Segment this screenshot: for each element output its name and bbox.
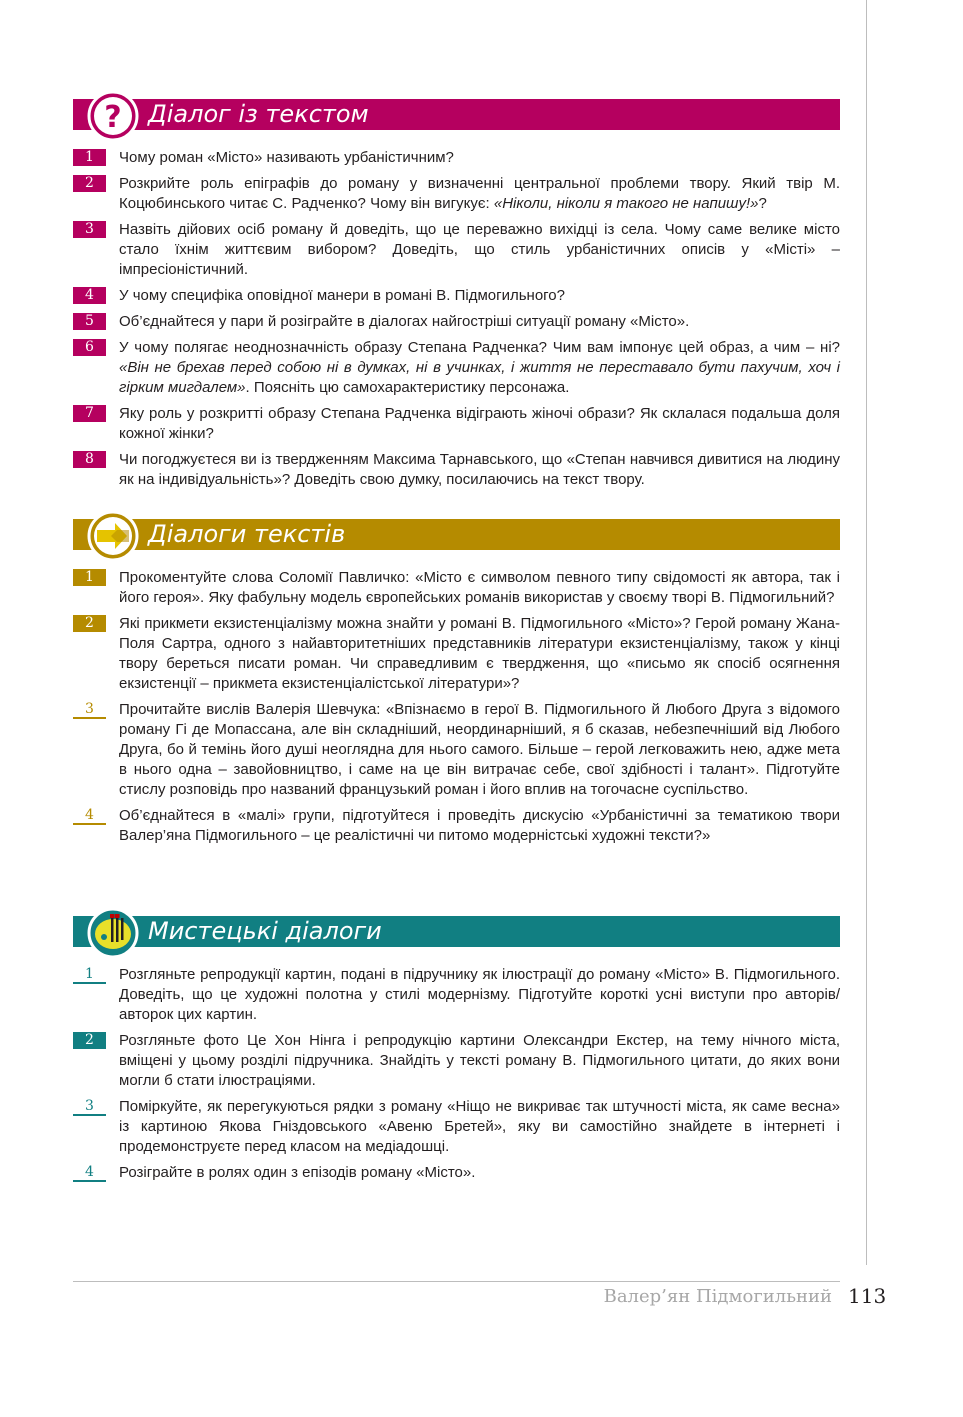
- page-number: 113: [848, 1284, 887, 1308]
- question-number-badge: 1: [73, 569, 106, 586]
- text-run: Яку роль у розкритті образу Степана Радченка відіграють жіночі образи? Як склалася подальша доля кожної жінки?: [119, 405, 840, 442]
- section-banner: [73, 519, 840, 550]
- text-run: Об’єднайтеся в «малі» групи, підготуйтеся і проведіть дискусію «Урбаністичні за тематикою твори Валер’яна Підмогильного – це реалістичні чи питомо модерністські художні тексти?»: [119, 807, 840, 844]
- question-text: [119, 701, 840, 798]
- question-icon: [87, 90, 139, 142]
- question-item: [73, 700, 840, 800]
- question-number-badge: 4: [73, 1164, 106, 1182]
- question-text: [119, 287, 565, 304]
- section-art-dialogues: [73, 916, 840, 1189]
- question-item: [73, 220, 840, 280]
- text-run: Які прикмети екзистенціалізму можна знайти у романі В. Підмогильного «Місто»? Герой роману Жана-Поля Сартра, одного з найавторитетніших представників літератури екзистенціалізму, також у кінці твору береться писати роман. Чи справедливим є твердження, що «письмо як спосіб осягнення екзистенції – прикмета екзистенціалістської літератури»?: [119, 615, 840, 692]
- text-run: Розіграйте в ролях один з епізодів роману «Місто».: [119, 1164, 476, 1181]
- question-text: [119, 175, 840, 212]
- section-title: Мистецькі діалоги: [148, 917, 382, 945]
- question-text: [119, 221, 840, 278]
- question-text: [119, 569, 840, 606]
- text-run: ?: [758, 195, 767, 212]
- text-run: Розгляньте репродукції картин, подані в підручнику як ілюстрації до роману «Місто» В. Підмогильного. Доведіть, що це художні полотна у стилі модернізму. Підготуйте короткі усні виступи про авторів/авторок цих картин.: [119, 966, 840, 1023]
- question-number-badge: 4: [73, 287, 106, 304]
- question-number-badge: 3: [73, 221, 106, 238]
- question-text: [119, 615, 840, 692]
- text-run: Чи погоджуєтеся ви із твердженням Максима Тарнавського, що «Степан навчився дивитися на людину як на індивідуальність»? Доведіть свою думку, посилаючись на текст твору.: [119, 451, 840, 488]
- question-number-badge: 4: [73, 807, 106, 825]
- section-title: Діалоги текстів: [148, 520, 346, 548]
- arrows-exchange-icon: [87, 510, 139, 562]
- question-number-badge: 2: [73, 1032, 106, 1049]
- question-item: [73, 1031, 840, 1091]
- question-number-badge: 1: [73, 966, 106, 984]
- quote-italic: «Він не брехав перед собою ні в думках, ні в учинках, і життя не переставало бути пахучим, хоч і гірким мигдалем»: [119, 359, 840, 396]
- question-number-badge: 6: [73, 339, 106, 356]
- question-number-badge: 3: [73, 1098, 106, 1116]
- question-item: [73, 450, 840, 490]
- question-item: [73, 312, 840, 332]
- question-text: [119, 807, 840, 844]
- page-edge-divider: [866, 0, 867, 1265]
- text-run: . Поясніть цю самохарактеристику персонажа.: [245, 379, 570, 396]
- question-text: [119, 966, 840, 1023]
- section-title: Діалог із текстом: [148, 100, 369, 128]
- footer-divider: [73, 1281, 840, 1282]
- question-item: [73, 1163, 840, 1183]
- svg-text:?: ?: [104, 100, 122, 135]
- section-dialogues-of-texts: [73, 519, 840, 852]
- question-number-badge: 5: [73, 313, 106, 330]
- question-item: [73, 614, 840, 694]
- section-banner: [73, 99, 840, 135]
- question-list: [73, 148, 840, 490]
- question-text: [119, 149, 454, 166]
- palette-icon: [87, 907, 139, 959]
- question-number-badge: 8: [73, 451, 106, 468]
- text-run: Прочитайте вислів Валерія Шевчука: «Впізнаємо в герої В. Підмогильного й Любого Друга з відомого роману Гі де Мопассана, але він складніший, неординарніший, я б сказав, небезпечніший від Любого Друга, бо й темінь його душі неоглядна для нього самого. Більше – герой легковажить нею, адже мета в нього одна – завойовництво, і саме на це він витрачає себе, свої здібності і талант». Підготуйте стислу розповідь про названий французький роман і його вплив на тогочасне суспільство.: [119, 701, 840, 798]
- question-item: [73, 286, 840, 306]
- question-list: [73, 965, 840, 1183]
- running-footer-author: Валер’ян Підмогильний: [603, 1286, 832, 1307]
- text-run: Розгляньте фото Це Хон Нінга і репродукцію картини Олександри Екстер, на тему нічного міста, вміщені у цьому розділі підручника. Знайдіть у тексті роману В. Підмогильного цитати, до яких вони могли б стати ілюстраціями.: [119, 1032, 840, 1089]
- text-run: У чому специфіка оповідної манери в романі В. Підмогильного?: [119, 287, 565, 304]
- text-run: Назвіть дійових осіб роману й доведіть, що це переважно вихідці із села. Чому саме велике місто стало їхнім життєвим вибором? Доведіть, що стиль урбаністичних описів у «Місті» – імпресіоністичний.: [119, 221, 840, 278]
- text-run: Прокоментуйте слова Соломії Павличко: «Місто є символом певного типу свідомості як автора, так і його героя». Яку фабульну модель європейських романів використав у своєму творі В. Підмогильний?: [119, 569, 840, 606]
- question-number-badge: 2: [73, 615, 106, 632]
- question-text: [119, 451, 840, 488]
- question-text: [119, 1098, 840, 1155]
- question-text: [119, 405, 840, 442]
- text-run: Розкрийте роль епіграфів до роману у визначенні центральної проблеми твору. Який твір М. Коцюбинського читає С. Радченко? Чому він вигукує:: [119, 175, 840, 212]
- question-number-badge: 2: [73, 175, 106, 192]
- text-run: У чому полягає неоднозначність образу Степана Радченка? Чим вам імпонує цей образ, а чим – ні?: [119, 339, 840, 356]
- question-item: [73, 568, 840, 608]
- question-text: [119, 1164, 475, 1181]
- section-banner: [73, 916, 840, 947]
- question-item: [73, 1097, 840, 1157]
- question-number-badge: 7: [73, 405, 106, 422]
- question-item: [73, 404, 840, 444]
- question-item: [73, 806, 840, 846]
- question-text: [119, 1032, 840, 1089]
- question-text: [119, 313, 689, 330]
- question-item: [73, 174, 840, 214]
- question-number-badge: 3: [73, 701, 106, 719]
- question-text: [119, 339, 840, 396]
- section-dialog-with-text: [73, 99, 840, 496]
- text-run: Чому роман «Місто» називають урбаністичним?: [119, 149, 454, 166]
- question-number-badge: 1: [73, 149, 106, 166]
- question-item: [73, 965, 840, 1025]
- quote-italic: «Ніколи, ніколи я такого не напишу!»: [493, 195, 759, 212]
- text-run: Об’єднайтеся у пари й розіграйте в діалогах найгостріші ситуації роману «Місто».: [119, 313, 690, 330]
- question-item: [73, 148, 840, 168]
- question-item: [73, 338, 840, 398]
- question-list: [73, 568, 840, 846]
- text-run: Поміркуйте, як перегукуються рядки з роману «Ніщо не викриває так штучності міста, як саме весна» із картиною Якова Гніздовського «Авеню Бретей», яку ви самостійно знайдете в інтернеті і продемонструєте перед класом на медіадошці.: [119, 1098, 840, 1155]
